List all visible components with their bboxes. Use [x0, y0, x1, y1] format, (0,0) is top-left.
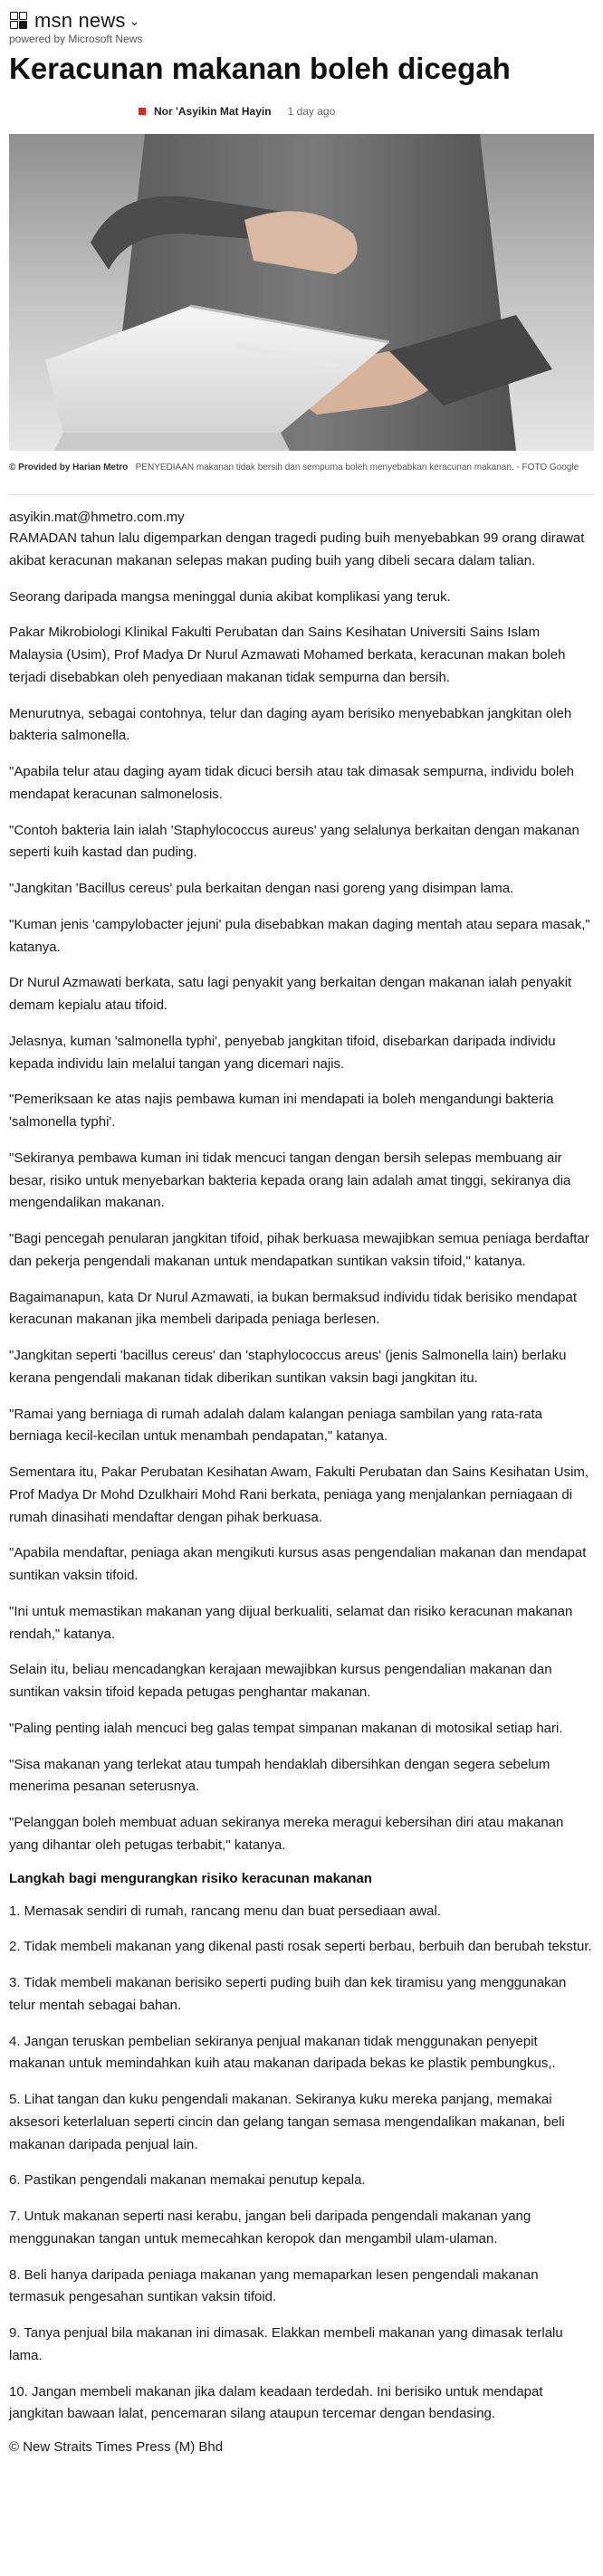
caption-provider: © Provided by Harian Metro — [9, 462, 129, 472]
author-name[interactable]: Nor 'Asyikin Mat Hayin — [154, 104, 272, 118]
article-paragraph: Sementara itu, Pakar Perubatan Kesihatan Awam, Fakulti Perubatan dan Sains Kesihatan Usim, Prof Madya Dr Mohd Dzulkhairi Mohd Rani berkata, peniaga yang menjalankan perniagaan di rumah dinasihati mendaftar dengan pihak berkuasa. — [9, 1465, 589, 1525]
article-paragraph: "Kuman jenis 'campylobacter jejuni' pula disebabkan makan daging mentah atau separa masak," katanya. — [9, 916, 590, 955]
copyright: © New Straits Times Press (M) Bhd — [9, 2439, 224, 2456]
article-paragraph: "Ramai yang berniaga di rumah adalah dalam kalangan peniaga sambilan yang rata-rata berniaga kecil-kecilan untuk menambah pendapatan," katanya. — [9, 1406, 543, 1445]
article-headline: Keracunan makanan boleh dicegah — [9, 52, 511, 85]
tip-item: 10. Jangan membeli makanan jika dalam keadaan terdedah. Ini berisiko untuk mendapat jangkitan bawaan lalat, pencemaran silang ataupun tercemar dengan bendasing. — [9, 2383, 543, 2422]
article-paragraph: Seorang daripada mangsa meninggal dunia akibat komplikasi yang teruk. — [9, 588, 451, 605]
tip-item: 5. Lihat tangan dan kuku pengendali makanan. Sekiranya kuku mereka panjang, memakai aksesori keterlaluan seperti cincin dan gelang tangan semasa mengendalikan makanan, beli makanan daripada penjual lain. — [9, 2092, 565, 2152]
powered-by: powered by Microsoft News — [9, 33, 143, 45]
article-body — [9, 508, 594, 2456]
tip-item: 8. Beli hanya daripada peniaga makanan yang memaparkan lesen pengendali makanan termasuk pengesahan suntikan vaksin tifoid. — [9, 2266, 539, 2305]
chevron-down-icon[interactable]: ⌄ — [129, 13, 140, 28]
article-paragraph: "Pelanggan boleh membuat aduan sekiranya mereka meragui kebersihan diri atau makanan yang dihantar oleh petugas terbabit," katanya. — [9, 1815, 564, 1853]
brand-name[interactable]: msn news — [34, 9, 126, 32]
tip-item: 7. Untuk makanan seperti nasi kerabu, jangan beli daripada pengendali makanan yang menggunakan tangan untuk memecahkan keropok dan mengambil ulam-ulaman. — [9, 2209, 531, 2247]
tip-item: 6. Pastikan pengendali makanan memakai penutup kepala. — [9, 2172, 366, 2189]
tip-item: 4. Jangan teruskan pembelian sekiranya penjual makanan tidak menggunakan penyepit makanan untuk memindahkan kuih atau makanan daripada bekas ke plastik pembungkus,. — [9, 2033, 556, 2072]
article-paragraph: "Bagi pencegah penularan jangkitan tifoid, pihak berkuasa mewajibkan semua peniaga berdaftar dan pekerja pengendali makanan untuk mendapatkan suntikan vaksin tifoid," katanya. — [9, 1231, 589, 1269]
article-paragraph: "Apabila telur atau daging ayam tidak dicuci bersih atau tak dimasak sempurna, individu boleh mendapat keracunan salmonelosis. — [9, 764, 575, 802]
article-paragraph: "Paling penting ialah mencuci beg galas tempat simpanan makanan di motosikal setiap hari. — [9, 1720, 563, 1736]
tips-list — [9, 1901, 594, 2427]
article-paragraph: Bagaimanapun, kata Dr Nurul Azmawati, ia bukan bermaksud individu tidak berisiko mendapat keracunan makanan jika membeli daripada peniaga berlesen. — [9, 1289, 578, 1328]
article-paragraph: "Sekiranya pembawa kuman ini tidak mencuci tangan dengan bersih selepas membuang air besar, risiko untuk menyebarkan bakteria kepada orang lain adalah amat tinggi, sekiranya dia mengendalikan makanan. — [9, 1150, 571, 1211]
article-paragraph: "Jangkitan seperti 'bacillus cereus' dan 'staphylococcus areus' (jenis Salmonella lain) berlaku kerana pengendali makanan tidak diberikan suntikan vaksin bagi jangkitan itu. — [9, 1348, 567, 1386]
tip-item: 1. Memasak sendiri di rumah, rancang menu dan buat persediaan awal. — [9, 1903, 441, 1919]
byline — [9, 100, 594, 123]
author-email[interactable]: asyikin.mat@hmetro.com.my — [9, 509, 185, 525]
brand-bar[interactable] — [9, 0, 594, 31]
hero-image — [9, 134, 594, 451]
caption-text: PENYEDIAAN makanan tidak bersih dan sempurna boleh menyebabkan keracunan makanan. - FOTO Google — [135, 462, 579, 472]
tips-subheading: Langkah bagi mengurangkan risiko keracunan makanan — [9, 1870, 372, 1886]
article-paragraph: "Contoh bakteria lain ialah 'Staphylococcus aureus' yang selalunya berkaitan dengan makanan seperti kuih kastad dan puding. — [9, 822, 579, 861]
article-paragraph: Selain itu, beliau mencadangkan kerajaan mewajibkan kursus pengendalian makanan dan suntikan vaksin tifoid kepada petugas penghantar makanan. — [9, 1662, 552, 1701]
article-paragraph: RAMADAN tahun lalu digemparkan dengan tragedi puding buih menyebabkan 99 orang dirawat akibat keracunan makanan selepas makan puding buih yang dibeli secara dalam talian. — [9, 530, 585, 568]
article-paragraph: "Apabila mendaftar, peniaga akan mengikuti kursus asas pengendalian makanan dan mendapat suntikan vaksin tifoid. — [9, 1545, 587, 1584]
image-caption — [9, 462, 594, 474]
tip-item: 2. Tidak membeli makanan yang dikenal pasti rosak seperti berbau, berbuih dan berubah tekstur. — [9, 1939, 592, 1955]
publish-time: 1 day ago — [287, 104, 336, 118]
article-paragraphs — [9, 528, 594, 1857]
tip-item: 3. Tidak membeli makanan berisiko seperti puding buih dan kek tiramisu yang menggunakan telur mentah sebagai bahan. — [9, 1975, 567, 2013]
article-paragraph: "Sisa makanan yang terlekat atau tumpah hendaklah dibersihkan dengan segera sebelum menerima pesanan seterusnya. — [9, 1756, 550, 1795]
author-logo-icon — [136, 105, 148, 118]
article-paragraph: Jelasnya, kuman 'salmonella typhi', penyebab jangkitan tifoid, disebarkan daripada individu kepada individu lain melalui tangan yang dicemari najis. — [9, 1033, 556, 1072]
caption-divider — [9, 494, 594, 495]
article-paragraph: Menurutnya, sebagai contohnya, telur dan daging ayam berisiko menyebabkan jangkitan oleh bakteria salmonella. — [9, 705, 572, 744]
tip-item: 9. Tanya penjual bila makanan ini dimasak. Elakkan membeli makanan yang dimasak terlalu lama. — [9, 2325, 563, 2363]
article-paragraph: "Ini untuk memastikan makanan yang dijual berkualiti, selamat dan risiko keracunan makanan rendah," katanya. — [9, 1603, 573, 1642]
article-paragraph: "Jangkitan 'Bacillus cereus' pula berkaitan dengan nasi goreng yang disimpan lama. — [9, 881, 514, 897]
msn-logo-icon — [9, 11, 29, 31]
article-paragraph: "Pemeriksaan ke atas najis pembawa kuman ini mendapati ia boleh mengandungi bakteria 'salmonella typhi'. — [9, 1092, 554, 1131]
article-paragraph: Pakar Mikrobiologi Klinikal Fakulti Perubatan dan Sains Kesihatan Universiti Sains Islam Malaysia (Usim), Prof Madya Dr Nurul Azmawati Mohamed berkata, keracunan makan boleh terjadi disebabkan oleh penyediaan makanan tidak sempurna dan bersih. — [9, 625, 566, 685]
article-paragraph: Dr Nurul Azmawati berkata, satu lagi penyakit yang berkaitan dengan makanan ialah penyakit demam kepialu atau tifoid. — [9, 975, 572, 1014]
